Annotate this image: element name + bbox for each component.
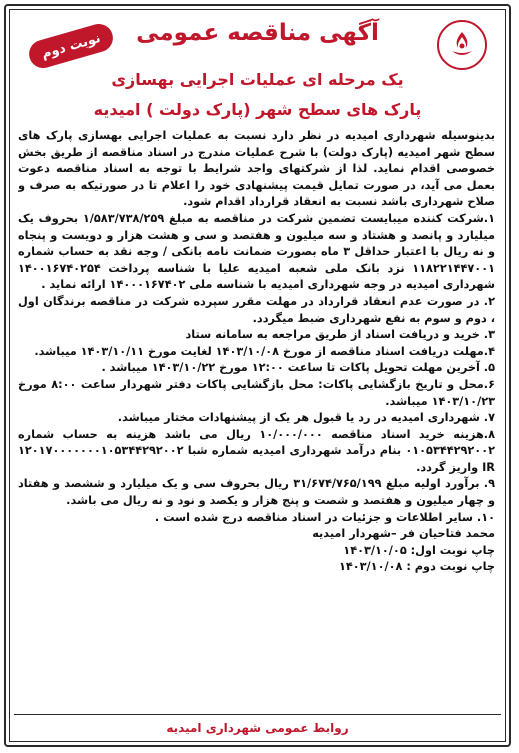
subtitle-parks: پارک های سطح شهر (پارک دولت ) امیدیه [93,100,422,119]
footer-publisher: روابط عمومی شهرداری امیدیه [166,721,349,735]
notice-body [18,128,495,707]
clause-3: ۳. خرید و دریافت اسناد از طریق مراجعه به سامانه ستاد [185,328,495,342]
clause-5: ۵. آخرین مهلت تحویل پاکات تا ساعت ۱۲:۰۰ مورخ ۱۴۰۳/۱۰/۲۲ میباشد . [101,361,495,375]
signatory: محمد فتاحیان فر –شهردار امیدیه [312,527,495,541]
round-badge: نوبت دوم [26,21,116,72]
clause-10: ۱۰. سایر اطلاعات و جزئیات در اسناد مناقصه درج شده است . [154,510,495,524]
clause-4: ۴.مهلت دریافت اسناد مناقصه از مورخ ۱۴۰۳/۱۰/۰۸ لغایت مورخ ۱۴۰۳/۱۰/۱۱ میباشد. [34,344,495,358]
clause-6: ۶.محل و تاریخ بازگشایی پاکات: محل بازگشایی پاکات دفتر شهردار ساعت ۸:۰۰ مورخ ۱۴۰۳/۱۰/۲۳ میباشد. [18,377,495,408]
clause-1: ۱.شرکت کننده میبایست تضمین شرکت در مناقصه به مبلغ ۱/۵۸۳/۷۳۸/۲۵۹ بحروف یک میلیارد و پانصد و هشتاد و سه میلیون و هفتصد و سی و هشت هزار و دویست و پنجاه و نه ریال با اعتبار حداقل ۳ ماه بصورت ضمانت نامه بانکی / وجه نقد به حساب شماره ۱۱۸۲۲۱۴۴۷۰۰۱ نزد بانک ملی شعبه امیدیه علیا با شناسه پرداخت ۱۴۰۰۱۶۷۴۰۲۵۴ شهرداری امیدیه در وجه شهرداری امیدیه با شناسه ملی ۱۴۰۰۰۱۶۷۴۰۲ ارائه نماید . [18,211,495,292]
clause-8: ۸.هزینه خرید اسناد مناقصه ۱۰/۰۰۰/۰۰۰ ریال می باشد هزینه به حساب شماره ۰۱۰۵۳۴۴۲۹۲۰۰۲ بنام درآمد شهرداری امیدیه شماره شبا ۱۲۰۱۷۰۰۰۰۰۰۰۱۰۵۳۴۴۲۹۲۰۰۲ IR واریز گردد. [18,427,495,474]
footer-divider [14,714,501,715]
intro-paragraph: بدینوسیله شهرداری امیدیه در نظر دارد نسبت به عملیات اجرایی بهسازی پارک های سطح شهر امیدیه (پارک دولت) با شرح عملیات مندرج در اسناد مناقصه از طریق بخش خصوصی اقدام نماید. لذا از شرکتهای واجد شرایط با توجه به اسناد مناقصه دعوت بعمل می آید، در صورت تمایل قیمت پیشنهادی خود را اعلام تا در صورتیکه به صرف و صلاح شهرداری باشد نسبت به انعقاد قرارداد اقدام شود. [18,129,495,209]
page-title: آگهی مناقصه عمومی [136,20,379,46]
clause-2: ۲. در صورت عدم انعقاد قرارداد در مهلت مقرر سپرده شرکت در مناقصه برندگان اول ، دوم و سوم به نفع شهرداری ضبط میگردد. [18,294,495,325]
notice-frame [4,4,511,747]
clause-7: ۷. شهرداری امیدیه در رد یا قبول هر یک از پیشنهادات مختار میباشد. [117,411,495,425]
clause-9: ۹. برآورد اولیه مبلغ ۳۱/۶۷۴/۷۶۵/۱۹۹ ریال بحروف سی و یک میلیارد و ششصد و هفتاد و چهار میلیون و هفتصد و شصت و پنج هزار و یکصد و نود و نه ریال می باشد. [18,477,495,508]
subtitle-operation: یک مرحله ای عملیات اجرایی بهسازی [111,70,404,89]
second-print-date: چاپ نوبت دوم : ۱۴۰۳/۱۰/۰۸ [338,560,495,574]
first-print-date: چاپ نوبت اول: ۱۴۰۳/۱۰/۰۵ [343,543,495,557]
